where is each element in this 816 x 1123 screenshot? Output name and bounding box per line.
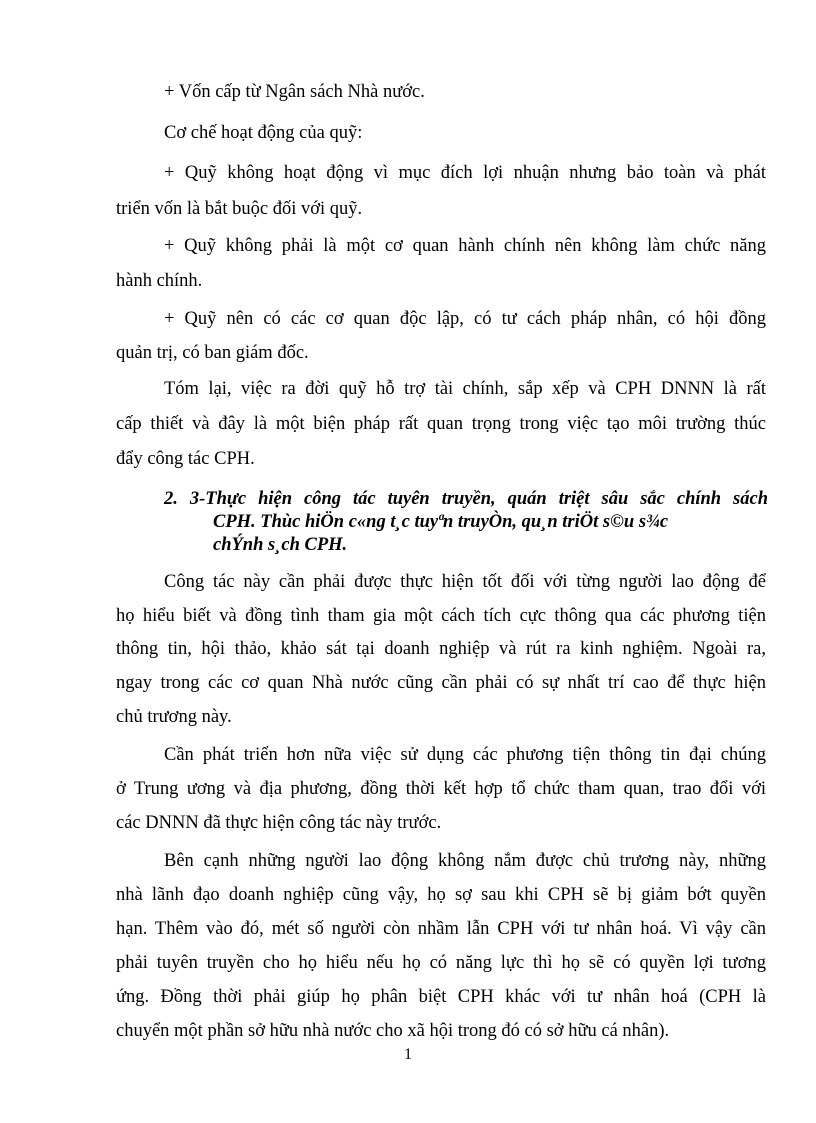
text-line: triển vốn là bắt buộc đối với quỹ.	[116, 199, 363, 219]
text-line: hạn. Thêm vào đó, mét số người còn nhầm lẫn CPH với tư nhân hoá. Vì vậy cần	[116, 919, 766, 939]
text-line: phải tuyên truyền cho họ hiểu nếu họ có năng lực thì họ sẽ có quyền lợi tương	[116, 953, 766, 973]
text-line: ứng. Đồng thời phải giúp họ phân biệt CPH khác với tư nhân hoá (CPH là	[116, 987, 766, 1007]
text-line: Công tác này cần phải được thực hiện tốt đối với từng người lao động để	[164, 572, 766, 592]
page-number: 1	[404, 1046, 412, 1063]
text-line: ngay trong các cơ quan Nhà nước cũng cần phải có sự nhất trí cao để thực hiện	[116, 673, 766, 693]
text-line: họ hiểu biết và đồng tình tham gia một cách tích cực thông qua các phương tiện	[116, 606, 766, 626]
text-line: Bên cạnh những người lao động không nắm được chủ trương này, những	[164, 851, 766, 871]
text-line: thông tin, hội thảo, khảo sát tại doanh nghiệp và rút ra kinh nghiệm. Ngoài ra,	[116, 639, 766, 659]
section-heading-line: CPH. Thùc hiÖn c«ng t¸c tuyªn truyÒn, qu¸n triÖt s©u s¾c	[213, 512, 669, 532]
text-line: hành chính.	[116, 271, 203, 291]
text-line: + Quỹ không hoạt động vì mục đích lợi nhuận nhưng bảo toàn và phát	[164, 163, 766, 183]
text-line: ở Trung ương và địa phương, đồng thời kết hợp tổ chức tham quan, trao đổi với	[116, 779, 766, 799]
text-line: Cơ chế hoạt động của quỹ:	[164, 123, 363, 143]
text-line: các DNNN đã thực hiện công tác này trước.	[116, 813, 442, 833]
text-line: đẩy công tác CPH.	[116, 449, 255, 469]
section-heading-line: 2. 3-Thực hiện công tác tuyên truyền, quán triệt sâu sắc chính sách	[164, 489, 768, 509]
text-line: nhà lãnh đạo doanh nghiệp cũng vậy, họ sợ sau khi CPH sẽ bị giảm bớt quyền	[116, 885, 766, 905]
text-line: quản trị, có ban giám đốc.	[116, 343, 309, 363]
text-line: + Vốn cấp từ Ngân sách Nhà nước.	[164, 82, 425, 102]
text-line: Tóm lại, việc ra đời quỹ hỗ trợ tài chính, sắp xếp và CPH DNNN là rất	[164, 379, 766, 399]
section-heading-line: chÝnh s¸ch CPH.	[213, 535, 348, 555]
text-line: Cần phát triển hơn nữa việc sử dụng các phương tiện thông tin đại chúng	[164, 745, 766, 765]
text-line: cấp thiết và đây là một biện pháp rất quan trọng trong việc tạo môi trường thúc	[116, 414, 766, 434]
text-line: chuyển một phần sở hữu nhà nước cho xã hội trong đó có sở hữu cá nhân).	[116, 1021, 670, 1041]
text-line: chủ trương này.	[116, 707, 232, 727]
text-line: + Quỹ nên có các cơ quan độc lập, có tư cách pháp nhân, có hội đồng	[164, 309, 766, 329]
text-line: + Quỹ không phải là một cơ quan hành chính nên không làm chức năng	[164, 236, 766, 256]
